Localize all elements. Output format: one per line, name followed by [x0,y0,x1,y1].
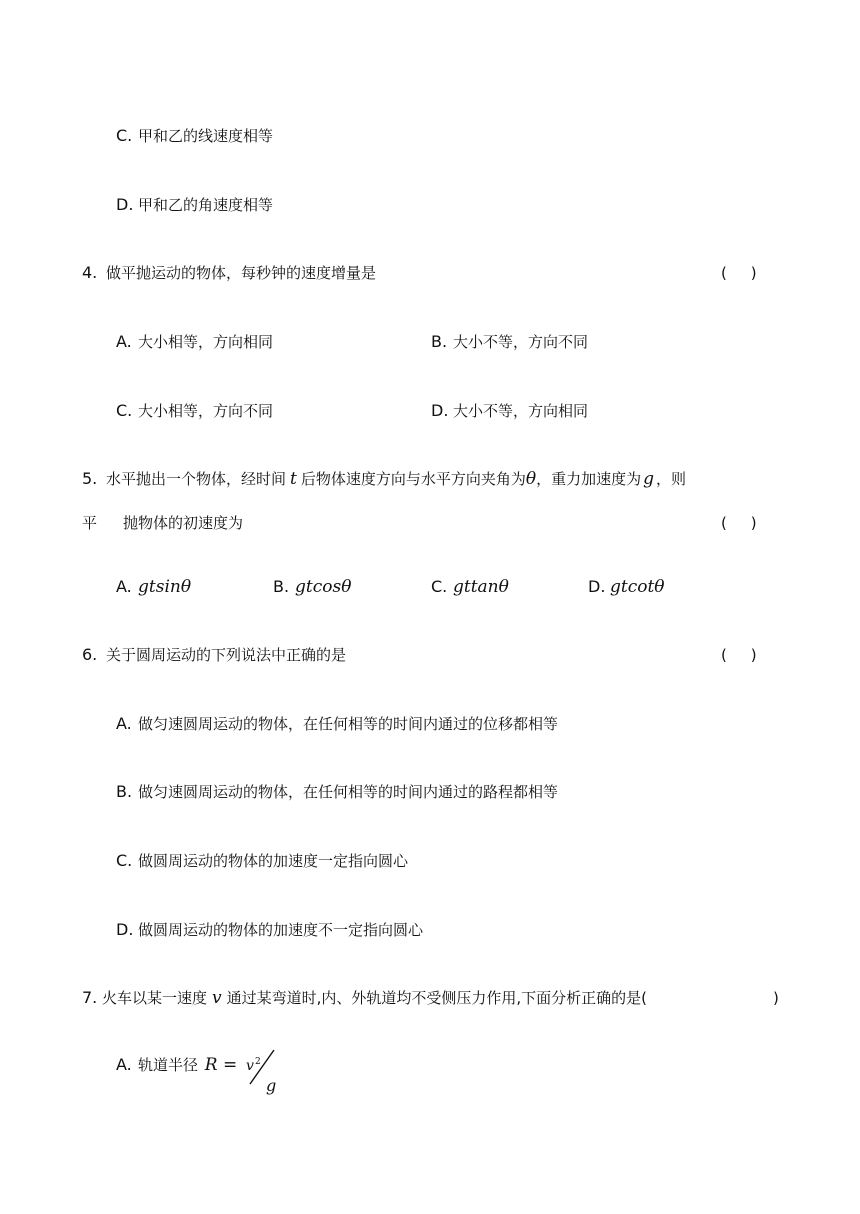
q6-stem [82,645,346,665]
math-variable-t: t [290,469,297,489]
q4-answer-paren: ( ) [721,264,757,282]
q4-stem [82,263,376,283]
question-text-part: 水平抛出一个物体，经时间 [106,470,287,488]
q3-option-d [116,195,273,215]
option-text: 做匀速圆周运动的物体，在任何相等的时间内通过的路程都相等 [138,783,559,801]
q6-option-c [116,851,408,871]
q5-option-a [116,577,191,597]
option-letter: D. [588,577,606,596]
question-text-part: ，重力加速度为 [536,470,642,488]
option-text: 大小不等，方向相同 [453,402,589,420]
option-letter: C. [116,851,133,870]
option-formula: gtsinθ [138,577,192,597]
option-formula: gtcotθ [610,577,665,597]
option-letter: B. [431,332,448,351]
q4-option-a [116,332,273,352]
question-text-part: 通过某弯道时,内、外轨道均不受侧压力作用,下面分析正确的是( [226,989,648,1007]
q4-option-c [116,401,273,421]
q4-option-d [431,401,588,421]
option-letter: D. [116,920,134,939]
q4-option-b [431,332,588,352]
option-text: 大小相等，方向不同 [138,402,274,420]
q6-option-d [116,920,423,940]
formula-lhs: R = [204,1055,238,1075]
fraction-numerator: v [246,1057,254,1074]
option-formula: gtcosθ [295,577,352,597]
question-number: 5. [82,469,98,488]
option-letter: C. [431,577,448,596]
fraction-denominator: g [266,1075,277,1095]
option-letter: A. [116,714,132,733]
q5-option-c [431,577,509,597]
question-number: 4. [82,263,98,282]
fraction-exponent: 2 [255,1056,261,1067]
option-text: 轨道半径 [138,1056,199,1074]
option-letter: A. [116,332,132,351]
option-text: 甲和乙的线速度相等 [138,127,274,145]
question-text-part: 抛物体的初速度为 [123,514,244,532]
math-variable-theta: θ [525,469,537,489]
option-text: 做圆周运动的物体的加速度不一定指向圆心 [138,921,424,939]
option-letter: A. [116,577,132,596]
q6-option-b [116,782,558,802]
q5-stem-line2 [82,513,243,533]
option-letter: D. [116,195,134,214]
question-text-part: 火车以某一速度 [102,989,208,1007]
option-formula: gttanθ [453,577,509,597]
question-text: 关于圆周运动的下列说法中正确的是 [106,646,347,664]
q6-answer-paren: ( ) [721,646,757,664]
question-text-part: 平 [82,514,98,532]
q7-option-a [116,1045,286,1095]
q5-option-b [273,577,351,597]
option-text: 做圆周运动的物体的加速度一定指向圆心 [138,852,409,870]
fraction-v2-over-g [242,1046,286,1095]
q5-option-d [588,577,665,597]
q7-stem [82,988,647,1008]
option-letter: A. [116,1055,132,1074]
option-text: 大小不等，方向不同 [453,333,589,351]
question-text-part: 后物体速度方向与水平方向夹角为 [300,470,526,488]
option-text: 做匀速圆周运动的物体，在任何相等的时间内通过的位移都相等 [138,715,559,733]
question-number: 7. [82,988,98,1007]
option-text: 甲和乙的角速度相等 [138,196,274,214]
q3-option-c [116,126,273,146]
question-text-part: ，则 [656,470,687,488]
option-letter: C. [116,401,133,420]
option-letter: D. [431,401,449,420]
option-letter: C. [116,126,133,145]
q5-stem [82,469,686,489]
q7-paren-close: ) [773,989,779,1007]
q6-option-a [116,714,558,734]
q5-answer-paren: ( ) [721,514,757,532]
question-number: 6. [82,645,98,664]
question-text: 做平抛运动的物体，每秒钟的速度增量是 [106,264,377,282]
math-variable-v: v [212,988,222,1008]
option-letter: B. [273,577,290,596]
option-letter: B. [116,782,133,801]
option-text: 大小相等，方向相同 [138,333,274,351]
math-variable-g: g [643,469,655,489]
